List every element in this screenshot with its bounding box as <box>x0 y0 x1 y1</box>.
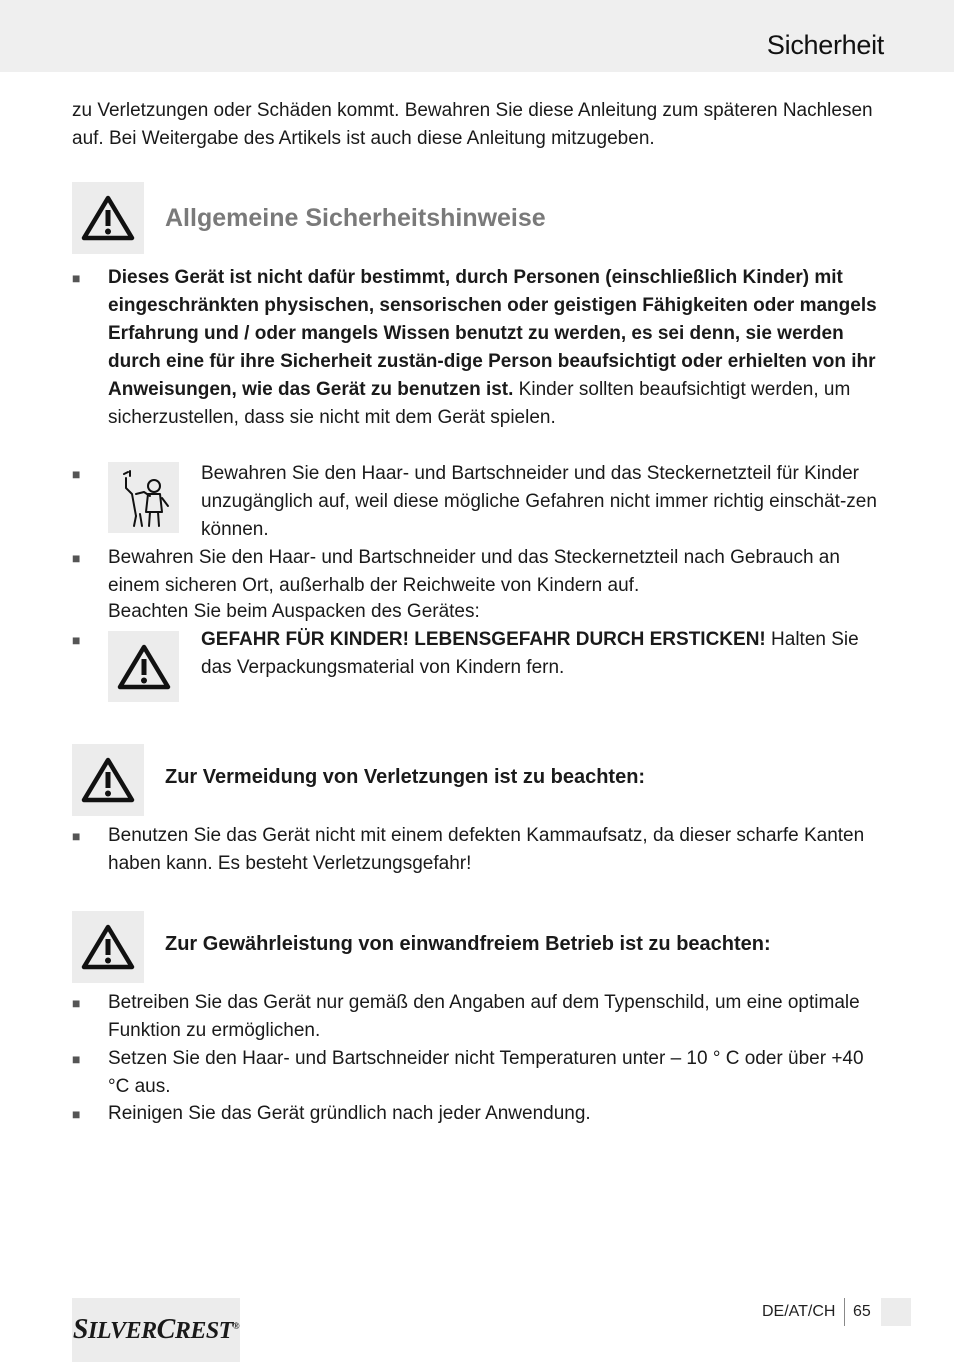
bullet-icon: ■ <box>72 1051 81 1067</box>
logo-letter-s: S <box>72 1314 88 1345</box>
brand-logo <box>72 1298 240 1362</box>
section-title-operation: Zur Gewährleistung von einwandfreiem Betrieb ist zu beachten: <box>165 933 771 955</box>
bullet-icon: ■ <box>72 466 81 482</box>
page-header <box>0 0 954 72</box>
logo-part-rest: REST <box>174 1318 233 1344</box>
bullet-icon: ■ <box>72 550 81 566</box>
logo-part-ilver: ILVER <box>87 1318 157 1344</box>
bullet-icon: ■ <box>72 828 81 844</box>
warning-triangle-icon <box>72 911 144 983</box>
bullet-icon: ■ <box>72 1106 81 1122</box>
child-safety-icon <box>108 462 179 533</box>
logo-registered-mark: ® <box>232 1321 240 1331</box>
general-item-4-bold: GEFAHR FÜR KINDER! LEBENSGEFAHR DURCH ERSTICKEN! <box>201 629 766 650</box>
intro-paragraph: zu Verletzungen oder Schäden kommt. Bewahren Sie diese Anleitung zum späteren Nachlesen auf. Bei Weitergabe des Artikels ist auch diese Anleitung mitzugeben. <box>72 100 873 149</box>
general-item-1 <box>108 264 888 432</box>
warning-triangle-icon <box>72 182 144 254</box>
warning-triangle-icon <box>72 744 144 816</box>
section-title-general: Allgemeine Sicherheitshinweise <box>165 204 546 232</box>
operation-item-2: Setzen Sie den Haar- und Bartschneider nicht Temperaturen unter – 10 ° C oder über +40 °C aus. <box>108 1048 864 1097</box>
page-title: Sicherheit <box>766 30 884 60</box>
bullet-icon: ■ <box>72 995 81 1011</box>
injury-item-1: Benutzen Sie das Gerät nicht mit einem defekten Kammaufsatz, da dieser scharfe Kanten haben kann. Es besteht Verletzungsgefahr! <box>108 825 865 874</box>
section-title-injury: Zur Vermeidung von Verletzungen ist zu beachten: <box>165 766 646 788</box>
footer-box <box>881 1298 911 1326</box>
general-item-2: Bewahren Sie den Haar- und Bartschneider und das Steckernetzteil für Kinder unzugänglich auf, weil diese mögliche Gefahren nicht immer richtig einschät-zen können. <box>201 463 877 540</box>
general-item-3: Bewahren Sie den Haar- und Bartschneider und das Steckernetzteil nach Gebrauch an einem sicheren Ort, außerhalb der Reichweite von Kindern auf. <box>108 547 840 596</box>
bullet-icon: ■ <box>72 270 81 286</box>
operation-item-3: Reinigen Sie das Gerät gründlich nach jeder Anwendung. <box>108 1103 591 1124</box>
general-item-4 <box>201 626 891 682</box>
footer-divider <box>844 1298 845 1326</box>
general-item-3-note: Beachten Sie beim Auspacken des Gerätes: <box>108 601 480 622</box>
footer-region: DE/AT/CH <box>762 1303 836 1320</box>
general-item-4-normal: Halten Sie das Verpackungsmaterial von Kindern fern. <box>201 629 859 678</box>
general-item-1-bold: Dieses Gerät ist nicht dafür bestimmt, durch Personen (einschließlich Kinder) mit eingeschränkten physischen, sensorischen oder geistigen Fähigkeiten oder mangels Erfahrung und / oder mangels Wissen benutzt zu werden, es sei denn, sie werden durch eine für ihre Sicherheit zustän-dige Person beaufsichtigt oder erhielten von ihr Anweisungen, wie das Gerät zu benutzen ist. <box>108 267 877 400</box>
page-number: 65 <box>853 1303 871 1320</box>
operation-item-1: Betreiben Sie das Gerät nur gemäß den Angaben auf dem Typenschild, um eine optimale Funktion zu ermöglichen. <box>108 992 860 1041</box>
general-item-1-normal: Kinder sollten beaufsichtigt werden, um sicherzustellen, dass sie nicht mit dem Gerät spielen. <box>108 379 851 428</box>
warning-triangle-icon <box>108 631 179 702</box>
bullet-icon: ■ <box>72 632 81 648</box>
logo-letter-c: C <box>156 1314 175 1345</box>
